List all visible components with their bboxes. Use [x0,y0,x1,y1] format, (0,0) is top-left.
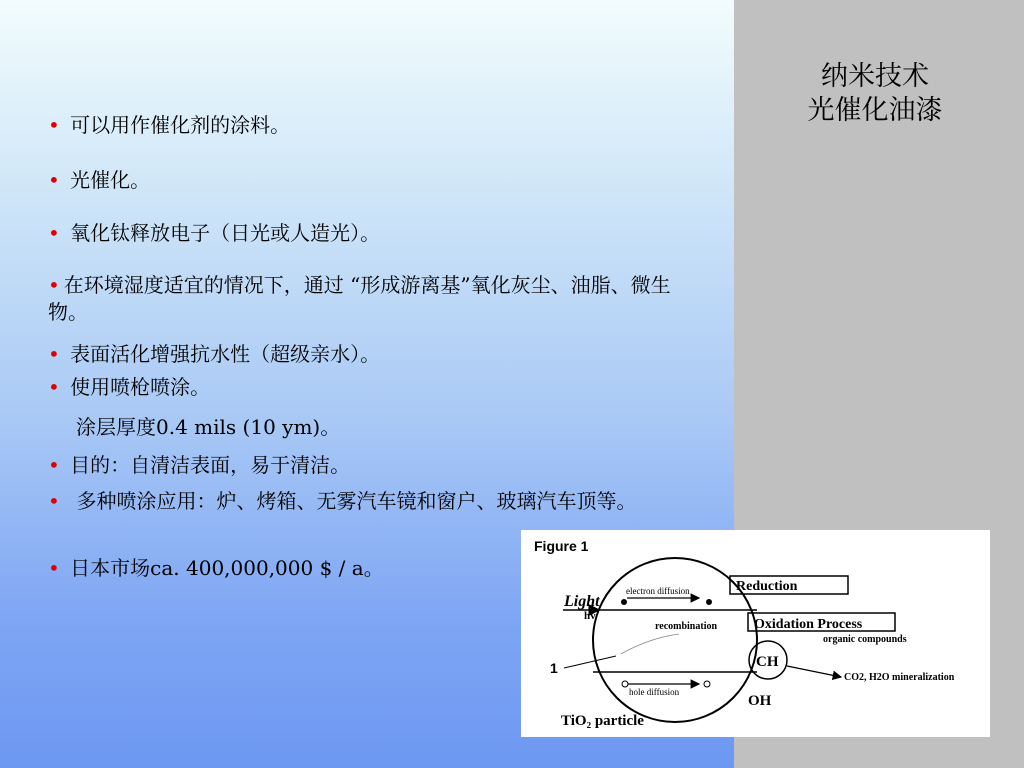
tio2-particle-circle [593,558,757,722]
electron-dot [621,599,627,605]
organic-compounds-label: organic compounds [823,634,907,645]
hole-diffusion-label: hole diffusion [629,687,680,697]
tio2-particle-label: TiO₂ particle [561,713,644,729]
bullet-text: 多种喷涂应用：炉、烤箱、无雾汽车镜和窗户、玻璃汽车顶等。 [63,489,637,513]
bullet-item [48,272,698,326]
bullet-text: 可以用作催化剂的涂料。 [63,113,291,137]
recombination-curve [621,634,679,654]
bullet-dot: • [48,168,60,192]
bullet-text: 在环境湿度适宜的情况下，通过 “形成游离基”氧化灰尘、油脂、微生物。 [48,273,671,324]
bullet-dot: • [48,375,60,399]
oxidation-label: Oxidation Process [754,617,863,632]
bullet-item [48,374,698,401]
bullet-item [48,341,698,368]
tio2-figure [521,530,990,737]
products-arrow [787,666,841,677]
figure-caption: Figure 1 [534,538,589,554]
bullet-item [48,167,698,194]
title-line-2: 光催化油漆 [807,95,943,126]
bullet-dot: • [48,113,60,137]
bullet-text: 目的：自清洁表面，易于清洁。 [63,453,351,477]
products-label: CO2, H2O mineralization [844,672,955,683]
bullet-item [48,220,698,247]
bullet-item [48,452,698,479]
bullet-text: 光催化。 [63,168,151,192]
bullet-dot: • [48,342,60,366]
electron-diffusion-label: electron diffusion [626,586,690,596]
bullet-dot: • [48,556,60,580]
marker-1: 1 [550,660,558,676]
bullet-text: 涂层厚度0.4 mils (10 ym)。 [76,415,341,439]
hv-label: hv [584,610,596,622]
slide-title [760,60,990,128]
reduction-label: Reduction [736,579,798,594]
bullet-text: 使用喷枪喷涂。 [63,375,211,399]
hole-dot [622,681,628,687]
bullet-dot: • [48,453,60,477]
bullet-item [48,488,698,515]
bullet-dot: • [48,489,60,513]
tio2-diagram [521,530,990,737]
light-label: Light [564,593,600,610]
bullet-text: 表面活化增强抗水性（超级亲水）。 [63,342,381,366]
bullet-dot: • [48,273,60,297]
electron-dot [706,599,712,605]
bullet-dot: • [48,221,60,245]
bullet-item [48,414,722,441]
title-line-1: 纳米技术 [821,61,929,92]
bullet-text: 日本市场ca. 400,000,000 $ / a。 [63,556,384,580]
marker-line [564,656,616,668]
bullet-text: 氧化钛释放电子（日光或人造光）。 [63,221,381,245]
hole-dot [704,681,710,687]
oh-label: OH [748,693,772,709]
ch-label: CH [756,654,779,670]
recombination-label: recombination [655,621,718,632]
bullet-item [48,112,698,139]
